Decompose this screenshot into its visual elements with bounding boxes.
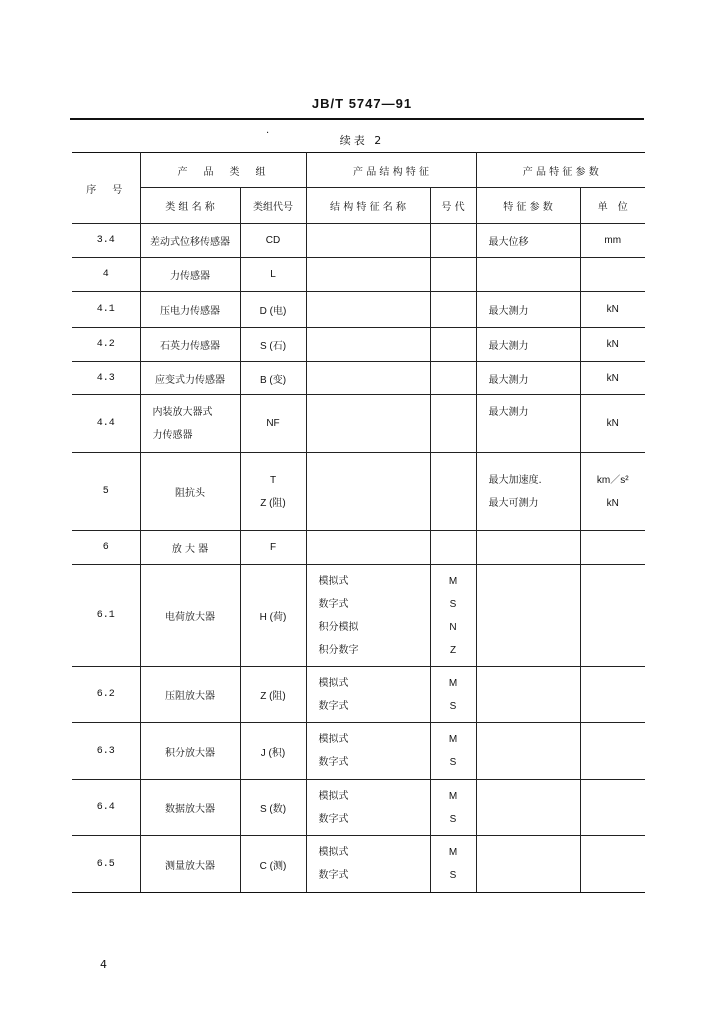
header-rule xyxy=(70,118,644,120)
feature-line: 数字式 xyxy=(318,598,349,610)
feature-cell xyxy=(306,292,430,328)
code-cell: S (石) xyxy=(240,328,306,362)
unit-cell: kN xyxy=(580,328,645,362)
feature-code-cell xyxy=(430,667,476,723)
code-cell: L xyxy=(240,258,306,292)
code-cell xyxy=(240,453,306,531)
feature-line: 数字式 xyxy=(318,870,349,881)
feature-line: 模拟式 xyxy=(318,847,349,858)
feature-code-cell xyxy=(430,453,476,531)
name-cell: 测量放大器 xyxy=(140,836,240,893)
feature-code-line: M xyxy=(448,790,458,802)
table-row xyxy=(72,565,645,667)
code-cell: S (数) xyxy=(240,780,306,836)
feature-cell xyxy=(306,723,430,780)
feature-code-cell xyxy=(430,565,476,667)
seq-cell: 6 xyxy=(72,531,140,565)
feature-code-line: S xyxy=(449,813,457,825)
feature-cell xyxy=(306,224,430,258)
param-cell xyxy=(476,667,580,723)
feature-line: 数字式 xyxy=(318,757,349,768)
param-cell: 最大测力 xyxy=(476,292,580,328)
feature-code-cell xyxy=(430,362,476,395)
header-row-2 xyxy=(72,188,645,224)
feature-code-line: S xyxy=(449,757,457,768)
name-cell: 放 大 器 xyxy=(140,531,240,565)
table-row xyxy=(72,258,645,292)
code-cell: C (测) xyxy=(240,836,306,893)
unit-cell: kN xyxy=(580,362,645,395)
table-row xyxy=(72,224,645,258)
name-cell: 压阻放大器 xyxy=(140,667,240,723)
param-cell xyxy=(476,258,580,292)
unit-line-1: km／s² xyxy=(596,474,629,486)
name-cell: 差动式位移传感器 xyxy=(140,224,240,258)
unit-cell: mm xyxy=(580,224,645,258)
col-params-header: 产 品 特 征 参 数 xyxy=(476,153,645,188)
feature-line: 数字式 xyxy=(318,700,349,712)
table-row xyxy=(72,836,645,893)
unit-cell xyxy=(580,531,645,565)
table-row xyxy=(72,667,645,723)
seq-cell: 4.1 xyxy=(72,292,140,328)
param-cell xyxy=(476,723,580,780)
feature-code-line: M xyxy=(448,847,458,858)
feature-code-line: Z xyxy=(449,644,457,656)
table-row xyxy=(72,780,645,836)
name-line-1: 内装放大器式 xyxy=(152,406,213,418)
table-row xyxy=(72,362,645,395)
feature-code-line: M xyxy=(448,734,458,745)
code-line-1: T xyxy=(269,474,277,486)
feature-code-cell xyxy=(430,836,476,893)
seq-cell: 4 xyxy=(72,258,140,292)
unit-cell: kN xyxy=(580,395,645,453)
code-cell: F xyxy=(240,531,306,565)
feature-line: 积分数字 xyxy=(318,644,359,656)
table-row xyxy=(72,328,645,362)
unit-cell: kN xyxy=(580,292,645,328)
seq-cell: 6.3 xyxy=(72,723,140,780)
feature-line: 模拟式 xyxy=(318,734,349,745)
table-row xyxy=(72,531,645,565)
col-param: 特 征 参 数 xyxy=(476,188,580,224)
feature-line: 模拟式 xyxy=(318,575,349,587)
feature-cell xyxy=(306,667,430,723)
name-cell: 积分放大器 xyxy=(140,723,240,780)
feature-cell xyxy=(306,395,430,453)
name-cell: 应变式力传感器 xyxy=(140,362,240,395)
seq-cell: 4.3 xyxy=(72,362,140,395)
feature-code-line: M xyxy=(448,677,458,689)
feature-code-line: M xyxy=(448,575,458,587)
col-code: 号 代 xyxy=(430,188,476,224)
feature-line: 模拟式 xyxy=(318,790,349,802)
feature-line: 模拟式 xyxy=(318,677,349,689)
seq-cell: 6.4 xyxy=(72,780,140,836)
col-feature-name: 结 构 特 征 名 称 xyxy=(306,188,430,224)
seq-cell: 6.2 xyxy=(72,667,140,723)
col-structure-header: 产 品 结 构 特 征 xyxy=(306,153,476,188)
param-line-2: 最大可测力 xyxy=(488,497,539,509)
feature-cell xyxy=(306,362,430,395)
feature-code-line: S xyxy=(449,598,457,610)
col-seq-header: 序 号 xyxy=(72,153,140,224)
param-cell: 最大测力 xyxy=(476,328,580,362)
name-line-2: 力传感器 xyxy=(152,429,193,441)
feature-code-cell xyxy=(430,395,476,453)
col-group-code: 类组代号 xyxy=(240,188,306,224)
code-cell: NF xyxy=(240,395,306,453)
code-line-2: Z (阻) xyxy=(260,497,286,509)
param-line-1: 最大加速度. xyxy=(488,474,542,486)
feature-code-cell xyxy=(430,258,476,292)
unit-cell xyxy=(580,723,645,780)
code-cell: D (电) xyxy=(240,292,306,328)
feature-code-line: S xyxy=(449,870,457,881)
table-row xyxy=(72,723,645,780)
seq-cell: 4.2 xyxy=(72,328,140,362)
unit-line-2: kN xyxy=(606,497,619,509)
document-header: JB/T 5747—91 xyxy=(311,96,413,111)
unit-cell xyxy=(580,667,645,723)
code-cell: J (积) xyxy=(240,723,306,780)
feature-code-cell xyxy=(430,531,476,565)
code-cell: CD xyxy=(240,224,306,258)
table-subtitle: 续表 2 xyxy=(339,134,385,147)
feature-line: 积分模拟 xyxy=(318,621,359,633)
feature-cell xyxy=(306,531,430,565)
feature-code-line: N xyxy=(449,621,457,633)
stray-dot: · xyxy=(266,128,270,139)
unit-cell xyxy=(580,453,645,531)
feature-cell xyxy=(306,453,430,531)
feature-code-cell xyxy=(430,723,476,780)
table-row xyxy=(72,395,645,453)
unit-cell xyxy=(580,258,645,292)
seq-cell: 5 xyxy=(72,453,140,531)
feature-line: 数字式 xyxy=(318,813,349,825)
page-number: 4 xyxy=(100,958,107,971)
unit-cell xyxy=(580,836,645,893)
param-cell: 最大测力 xyxy=(476,362,580,395)
name-cell: 石英力传感器 xyxy=(140,328,240,362)
name-cell: 阻抗头 xyxy=(140,453,240,531)
classification-table xyxy=(72,152,645,893)
name-cell: 电荷放大器 xyxy=(140,565,240,667)
code-cell: H (荷) xyxy=(240,565,306,667)
param-cell xyxy=(476,453,580,531)
code-cell: Z (阻) xyxy=(240,667,306,723)
name-cell xyxy=(140,395,240,453)
feature-code-cell xyxy=(430,292,476,328)
name-cell: 压电力传感器 xyxy=(140,292,240,328)
feature-code-line: S xyxy=(449,700,457,712)
table-row xyxy=(72,292,645,328)
col-unit: 单 位 xyxy=(580,188,645,224)
param-cell: 最大位移 xyxy=(476,224,580,258)
feature-cell xyxy=(306,780,430,836)
feature-cell xyxy=(306,565,430,667)
col-product-type-header: 产 品 类 组 xyxy=(140,153,306,188)
feature-code-cell xyxy=(430,224,476,258)
seq-cell: 6.5 xyxy=(72,836,140,893)
param-cell xyxy=(476,531,580,565)
feature-cell xyxy=(306,836,430,893)
header-row-1 xyxy=(72,153,645,188)
feature-cell xyxy=(306,258,430,292)
feature-code-cell xyxy=(430,328,476,362)
seq-cell: 3.4 xyxy=(72,224,140,258)
col-group-name: 类 组 名 称 xyxy=(140,188,240,224)
param-cell: 最大测力 xyxy=(476,395,580,453)
unit-cell xyxy=(580,565,645,667)
name-cell: 数据放大器 xyxy=(140,780,240,836)
name-cell: 力传感器 xyxy=(140,258,240,292)
code-cell: B (变) xyxy=(240,362,306,395)
seq-cell: 6.1 xyxy=(72,565,140,667)
param-cell xyxy=(476,565,580,667)
table-row xyxy=(72,453,645,531)
param-cell xyxy=(476,780,580,836)
unit-cell xyxy=(580,780,645,836)
feature-code-cell xyxy=(430,780,476,836)
seq-cell: 4.4 xyxy=(72,395,140,453)
param-cell xyxy=(476,836,580,893)
feature-cell xyxy=(306,328,430,362)
